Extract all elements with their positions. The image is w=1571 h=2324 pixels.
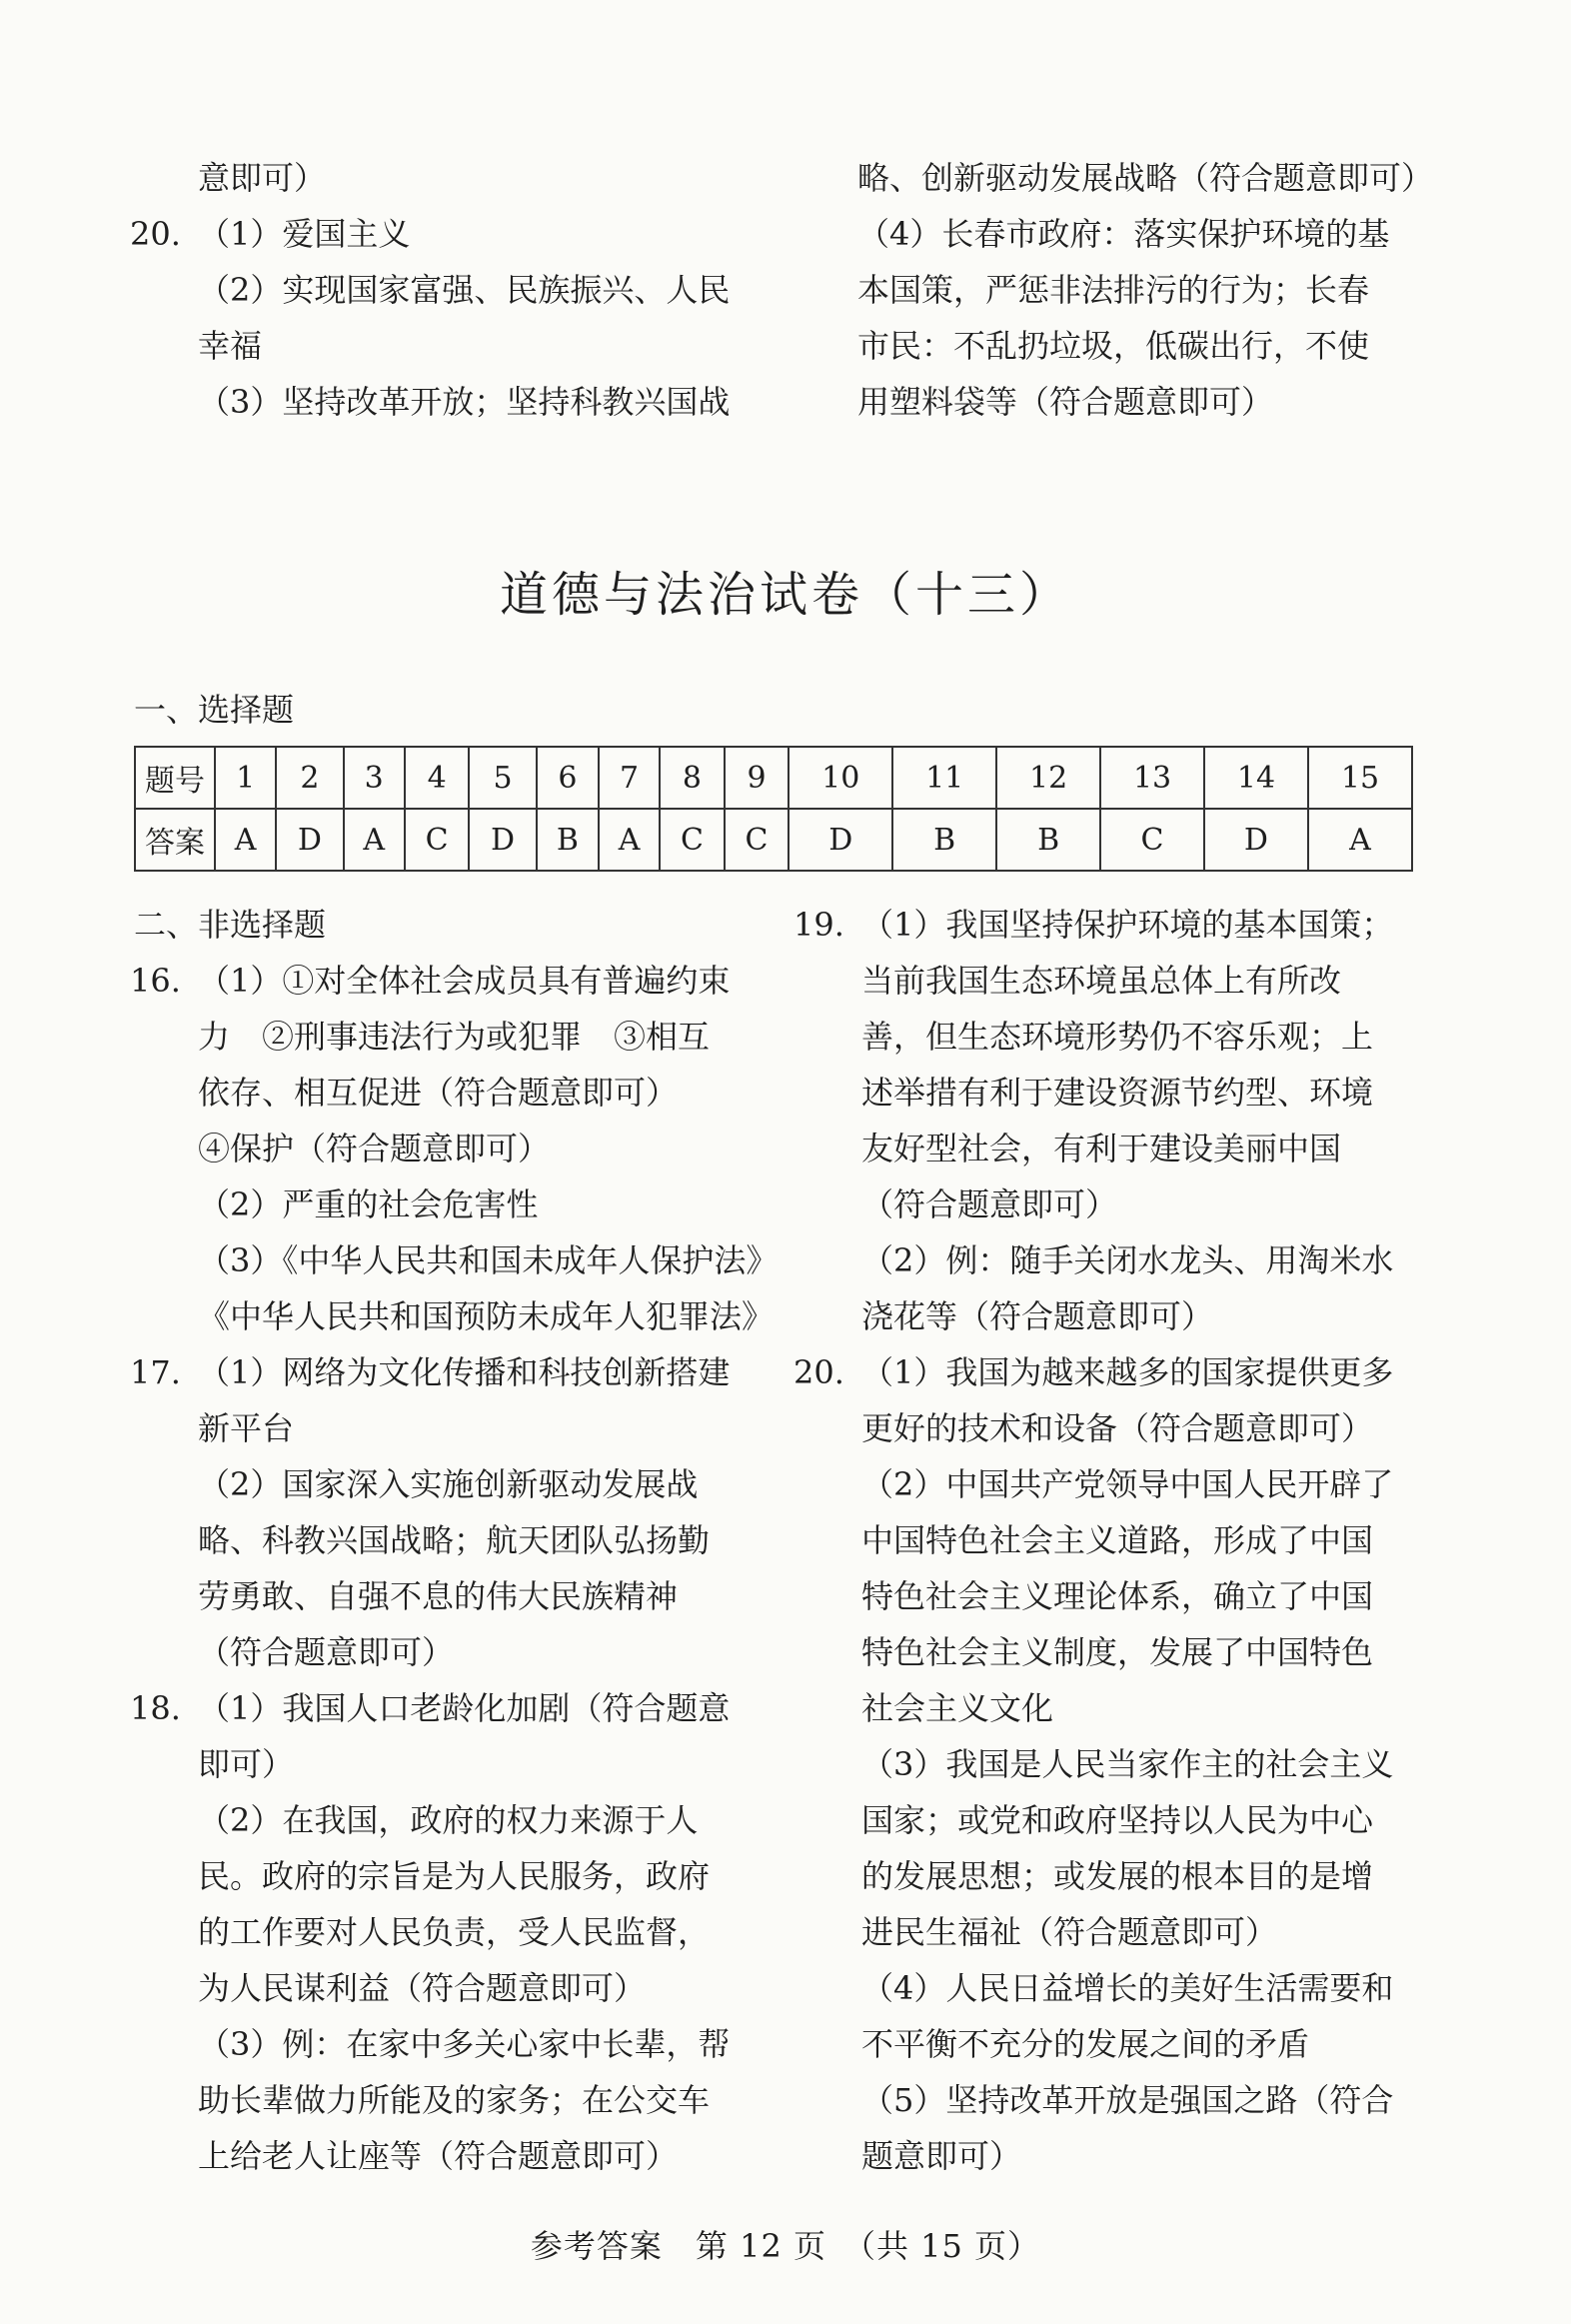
text-line: （3）《中华人民共和国未成年人保护法》 [198,1241,779,1279]
table-cell: 3 [344,747,405,809]
text-line: 更好的技术和设备（符合题意即可） [861,1409,1374,1447]
text-line: （符合题意即可） [198,1633,455,1671]
table-cell: D [276,809,343,871]
table-cell: C [725,809,789,871]
text-line: 劳勇敢、自强不息的伟大民族精神 [198,1577,679,1615]
text-line: 新平台 [198,1409,295,1447]
text-line: 即可） [198,1745,295,1783]
text-line: （4）人民日益增长的美好生活需要和 [861,1969,1394,2007]
table-cell: C [660,809,725,871]
text-line: 幸福 [198,327,263,365]
text-line: （4）长春市政府：落实保护环境的基 [857,215,1390,253]
table-cell: 2 [276,747,343,809]
text-line: （3）我国是人民当家作主的社会主义 [861,1745,1394,1783]
text-line: 用塑料袋等（符合题意即可） [857,383,1274,421]
text-line: 《中华人民共和国预防未成年人犯罪法》 [198,1297,775,1335]
table-cell: D [469,809,536,871]
text-line: 依存、相互促进（符合题意即可） [198,1074,679,1112]
text-line: （1）我国为越来越多的国家提供更多 [861,1353,1394,1391]
text-line: （5）坚持改革开放是强国之路（符合 [861,2081,1394,2119]
text-line: （1）网络为文化传播和科技创新搭建 [198,1353,731,1391]
text-line: 进民生福祉（符合题意即可） [861,1913,1278,1951]
text-line: 题意即可） [861,2137,1022,2175]
text-line: 述举措有利于建设资源节约型、环境 [861,1074,1374,1112]
table-cell: 8 [660,747,725,809]
table-cell: 13 [1100,747,1204,809]
table-cell: A [344,809,405,871]
table-row-numbers [135,747,1412,809]
table-cell: 4 [405,747,470,809]
table-cell: A [599,809,660,871]
table-header-cell: 答案 [135,809,215,871]
text-line: （2）实现国家富强、民族振兴、人民 [198,271,731,309]
page-footer: 参考答案 第 12 页 （共 15 页） [530,2227,1041,2265]
text-line: 社会主义文化 [861,1689,1054,1727]
question-number: 18. [130,1689,181,1727]
table-cell: 5 [469,747,536,809]
table-cell: 9 [725,747,789,809]
text-line: 意即可） [198,159,327,197]
text-line: 略、科教兴国战略；航天团队弘扬勤 [198,1521,711,1559]
text-line: ④保护（符合题意即可） [198,1130,551,1167]
text-line: （符合题意即可） [861,1185,1118,1223]
table-cell: 7 [599,747,660,809]
text-line: （2）中国共产党领导中国人民开辟了 [861,1465,1394,1503]
text-line: 力 ②刑事违法行为或犯罪 ③相互 [198,1018,711,1056]
question-number: 20. [130,215,181,253]
text-line: 特色社会主义理论体系，确立了中国 [861,1577,1374,1615]
question-number: 20. [793,1353,844,1391]
text-line: 国家；或党和政府坚持以人民为中心 [861,1801,1374,1839]
table-cell: B [892,809,996,871]
text-line: （2）国家深入实施创新驱动发展战 [198,1465,699,1503]
table-cell: B [996,809,1100,871]
table-cell: 10 [788,747,892,809]
text-line: （2）严重的社会危害性 [198,1185,539,1223]
table-cell: D [1204,809,1308,871]
section-heading: 二、非选择题 [134,906,327,944]
text-line: 为人民谋利益（符合题意即可） [198,1969,647,2007]
text-line: 不平衡不充分的发展之间的矛盾 [861,2025,1310,2063]
question-number: 17. [130,1353,181,1391]
text-line: （1）我国人口老龄化加剧（符合题意 [198,1689,731,1727]
table-row-answers [135,809,1412,871]
text-line: （3）例：在家中多关心家中长辈，帮 [198,2025,731,2063]
table-cell: 11 [892,747,996,809]
table-cell: C [1100,809,1204,871]
text-line: 的工作要对人民负责，受人民监督， [198,1913,711,1951]
text-line: 上给老人让座等（符合题意即可） [198,2137,679,2175]
table-cell: A [1308,809,1412,871]
answer-table [134,746,1413,872]
text-line: 民。政府的宗旨是为人民服务，政府 [198,1857,711,1895]
text-line: 助长辈做力所能及的家务；在公交车 [198,2081,711,2119]
table-cell: 14 [1204,747,1308,809]
table-cell: D [788,809,892,871]
text-line: 当前我国生态环境虽总体上有所改 [861,962,1342,1000]
text-line: 善，但生态环境形势仍不容乐观；上 [861,1018,1374,1056]
table-cell: B [537,809,599,871]
text-line: 略、创新驱动发展战略（符合题意即可） [857,159,1434,197]
text-line: （1）①对全体社会成员具有普遍约束 [198,962,731,1000]
question-number: 19. [793,906,844,944]
text-line: 市民：不乱扔垃圾，低碳出行，不使 [857,327,1370,365]
table-cell: A [215,809,276,871]
text-line: （2）例：随手关闭水龙头、用淘米水 [861,1241,1394,1279]
text-line: （1）我国坚持保护环境的基本国策； [861,906,1394,944]
question-number: 16. [130,962,181,1000]
text-line: 浇花等（符合题意即可） [861,1297,1214,1335]
table-cell: 1 [215,747,276,809]
text-line: （2）在我国，政府的权力来源于人 [198,1801,699,1839]
text-line: （1）爱国主义 [198,215,411,253]
table-cell: 15 [1308,747,1412,809]
table-header-cell: 题号 [135,747,215,809]
text-line: 特色社会主义制度，发展了中国特色 [861,1633,1374,1671]
text-line: 的发展思想；或发展的根本目的是增 [861,1857,1374,1895]
section-heading: 一、选择题 [134,691,295,729]
text-line: 本国策，严惩非法排污的行为；长春 [857,271,1370,309]
page-title: 道德与法治试卷（十三） [499,567,1071,623]
text-line: （3）坚持改革开放；坚持科教兴国战 [198,383,731,421]
table-cell: 6 [537,747,599,809]
table-cell: C [405,809,470,871]
text-line: 友好型社会，有利于建设美丽中国 [861,1130,1342,1167]
text-line: 中国特色社会主义道路，形成了中国 [861,1521,1374,1559]
table-cell: 12 [996,747,1100,809]
